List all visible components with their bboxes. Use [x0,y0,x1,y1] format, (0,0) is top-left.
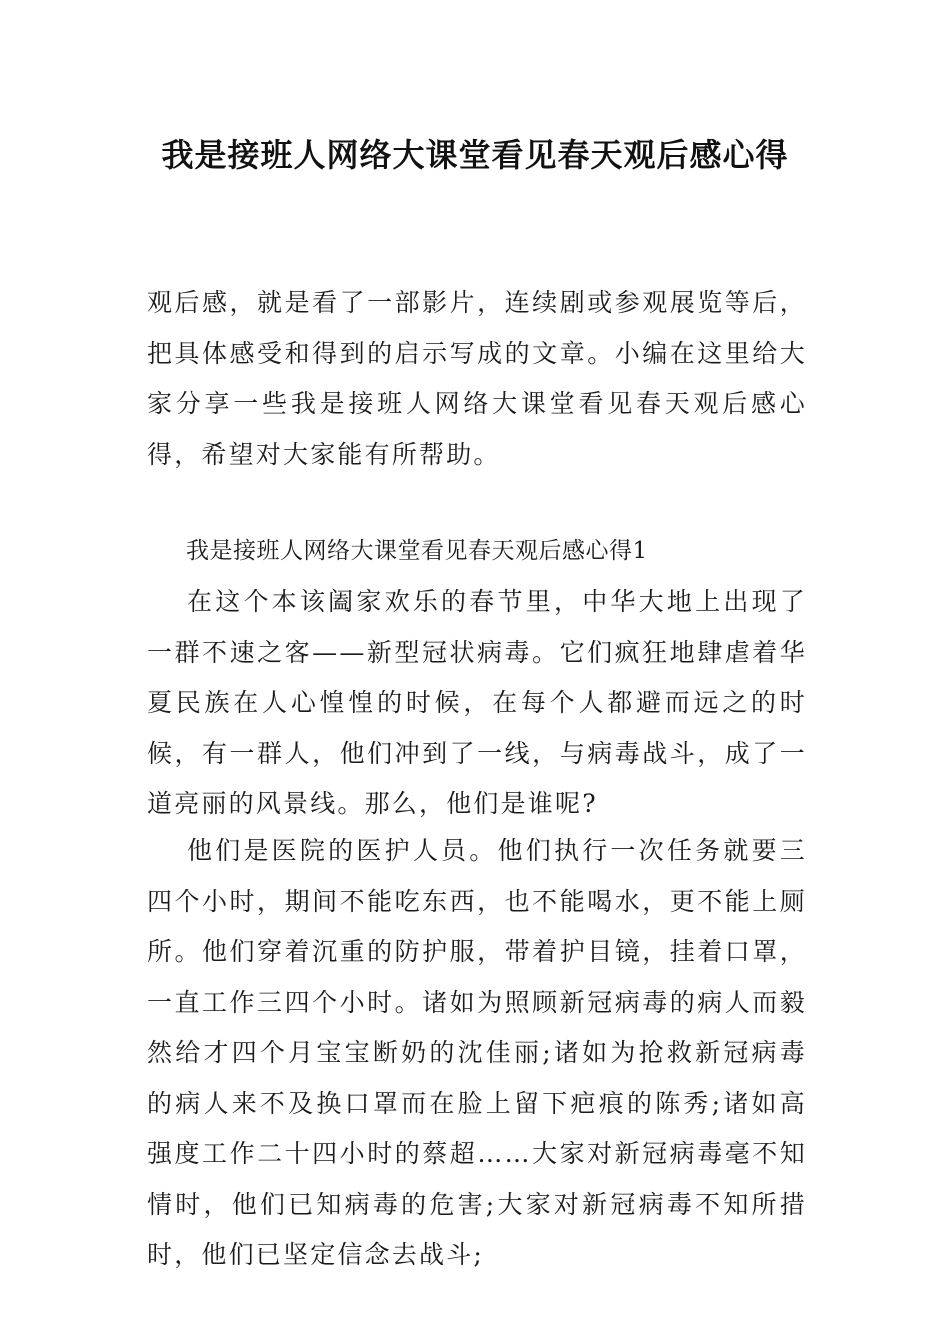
body-paragraph-1: 在这个本该阖家欢乐的春节里，中华大地上出现了一群不速之客——新型冠状病毒。它们疯狂地肆虐着华夏民族在人心惶惶的时候，在每个人都避而远之的时候，有一群人，他们冲到了一线，与病毒战斗，成了一道亮丽的风景线。那么，他们是谁呢? [147,587,807,818]
body-paragraph-2: 他们是医院的医护人员。他们执行一次任务就要三四个小时，期间不能吃东西，也不能喝水，更不能上厕所。他们穿着沉重的防护服，带着护目镜，挂着口罩，一直工作三四个小时。诸如为照顾新冠病毒的病人而毅然给才四个月宝宝断奶的沈佳丽;诸如为抢救新冠病毒的病人来不及换口罩而在脸上留下疤痕的陈秀;诸如高强度工作二十四小时的蔡超……大家对新冠病毒毫不知情时，他们已知病毒的危害;大家对新冠病毒不知所措时，他们已坚定信念去战斗; [147,836,807,1269]
intro-paragraph: 观后感，就是看了一部影片，连续剧或参观展览等后，把具体感受和得到的启示写成的文章。小编在这里给大家分享一些我是接班人网络大课堂看见春天观后感心得，希望对大家能有所帮助。 [147,288,807,469]
document-title: 我是接班人网络大课堂看见春天观后感心得 [161,136,789,174]
section-heading: 我是接班人网络大课堂看见春天观后感心得1 [186,538,648,564]
